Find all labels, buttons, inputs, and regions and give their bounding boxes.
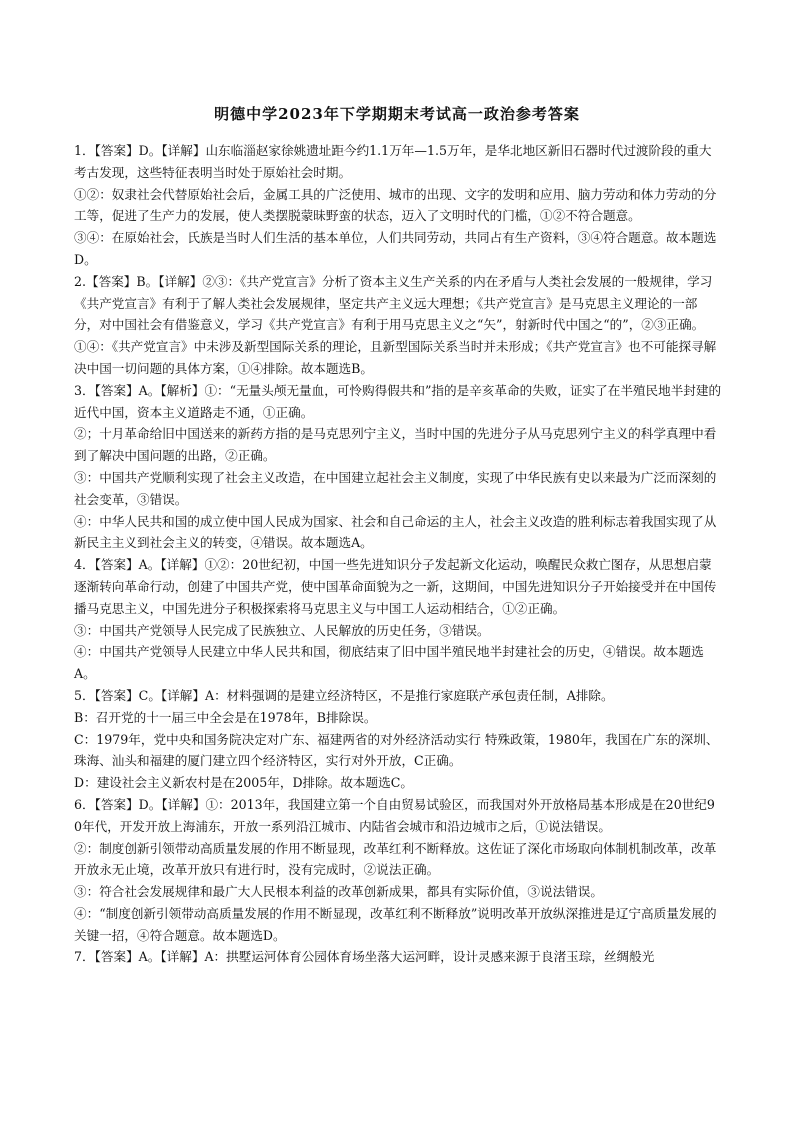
page-title: 明德中学2023年下学期期末考试高一政治参考答案 xyxy=(214,105,580,123)
paragraph-q2-answer: 2.【答案】B。【详解】②③：《共产党宣言》分析了资本主义生产关系的内在矛盾与人类社会发展的一般规律，学习《共产党宣言》有利于了解人类社会发展规律，坚定共产主义远大理想；《共产党宣言》是马克思主义理论的一部分，对中国社会有借鉴意义，学习《共产党宣言》有利于用马克思主义之“矢”，射新时代中国之“的”，②③正确。 xyxy=(74,273,713,333)
paragraph-q1-option-34: ③④：在原始社会，氏族是当时人们生活的基本单位，人们共同劳动，共同占有生产资料，③④符合题意。故本题选D。 xyxy=(74,230,717,267)
paragraph-q4-option-4: ④：中国共产党领导人民建立中华人民共和国，彻底结束了旧中国半殖民地半封建社会的历史，④错误。故本题选A。 xyxy=(74,644,704,682)
paragraph-q4-answer: 4．【答案】A。【详解】①②：20世纪初，中国一些先进知识分子发起新文化运动，唤醒民众救亡图存，从思想启蒙逐渐转向革命行动，创建了中国共产党，使中国革命面貌为之一新，这期间，中国先进知识分子开始接受并在中国传播马克思主义，中国先进分子积极探索将马克思主义与中国工人运动相结合，①②正确。 xyxy=(74,557,717,616)
paragraph-q6-option-2: ②：制度创新引领带动高质量发展的作用不断显现，改革红利不断释放。这佐证了深化市场取向体制机制改革，改革开放永无止境，改革开放只有进行时，没有完成时，②说法正确。 xyxy=(74,840,717,878)
paragraph-q3-option-2: ②；十月革命给旧中国送来的新药方指的是马克思列宁主义，当时中国的先进分子从马克思列宁主义的科学真理中看到了解决中国问题的出路，②正确。 xyxy=(74,426,717,464)
paragraph-q5-option-b: B：召开党的十一届三中全会是在1978年，B排除误。 xyxy=(74,709,377,725)
paragraph-q5-option-d: D：建设社会主义新农村是在2005年，D排除。故本题选C。 xyxy=(74,775,413,791)
paragraph-q6-answer: 6．【答案】D。【详解】①：2013年，我国建立第一个自由贸易试验区，而我国对外开放格局基本形成是在20世纪90年代，开发开放上海浦东，开放一系列沿江城市、内陆省会城市和沿边城市之后，①说法错误。 xyxy=(74,796,715,834)
answer-content xyxy=(74,140,722,968)
paragraph-q1-answer: 1．【答案】D。【详解】山东临淄赵家徐姚遗址距今约1.1万年—1.5万年，是华北地区新旧石器时代过渡阶段的重大考古发现，这些特征表明当时处于原始社会时期。 xyxy=(74,143,712,180)
paragraph-q1-option-12: ①②：奴隶社会代替原始社会后，金属工具的广泛使用、城市的出现、文字的发明和应用、脑力劳动和体力劳动的分工等，促进了生产力的发展，使人类摆脱蒙昧野蛮的状态，迈入了文明时代的门槛，①②不符合题意。 xyxy=(74,186,717,224)
paragraph-q2-option-14: ①④：《共产党宣言》中未涉及新型国际关系的理论，且新型国际关系当时并未形成；《共产党宣言》也不可能探寻解决中国一切问题的具体方案，①④排除。故本题选B。 xyxy=(74,339,717,376)
paragraph-q7-answer: 7．【答案】A。【详解】A：拱墅运河体育公园体育场坐落大运河畔，设计灵感来源于良渚玉琮，丝绸般光 xyxy=(74,949,655,965)
paragraph-q4-option-3: ③：中国共产党领导人民完成了民族独立、人民解放的历史任务，③错误。 xyxy=(74,622,490,638)
paragraph-q6-option-4: ④：“制度创新引领带动高质量发展的作用不断显现，改革红利不断释放”说明改革开放纵深推进是辽宁高质量发展的关键一招，④符合题意。故本题选D。 xyxy=(74,905,717,943)
paragraph-q3-option-3: ③：中国共产党顺利实现了社会主义改造，在中国建立起社会主义制度，实现了中华民族有史以来最为广泛而深刻的社会变革，③错误。 xyxy=(74,469,717,507)
paragraph-q5-answer: 5．【答案】C。【详解】A：材料强调的是建立经济特区，不是推行家庭联产承包责任制，A排除。 xyxy=(74,687,614,703)
paragraph-q3-option-4: ④：中华人民共和国的成立使中国人民成为国家、社会和自己命运的主人，社会主义改造的胜利标志着我国实现了从新民主主义到社会主义的转变，④错误。故本题选A。 xyxy=(74,513,717,551)
paragraph-q5-option-c: C：1979年，党中央和国务院决定对广东、福建两省的对外经济活动实行 特殊政策，1980年，我国在广东的深圳、珠海、汕头和福建的厦门建立四个经济特区，实行对外开放，C正确。 xyxy=(74,731,719,769)
paragraph-q6-option-3: ③：符合社会发展规律和最广大人民根本利益的改革创新成果，都具有实际价值，③说法错误。 xyxy=(74,884,603,900)
paragraph-q3-answer: 3．【答案】A。【解析】①：“无量头颅无量血，可怜购得假共和”指的是辛亥革命的失败，证实了在半殖民地半封建的近代中国，资本主义道路走不通，①正确。 xyxy=(74,382,722,420)
